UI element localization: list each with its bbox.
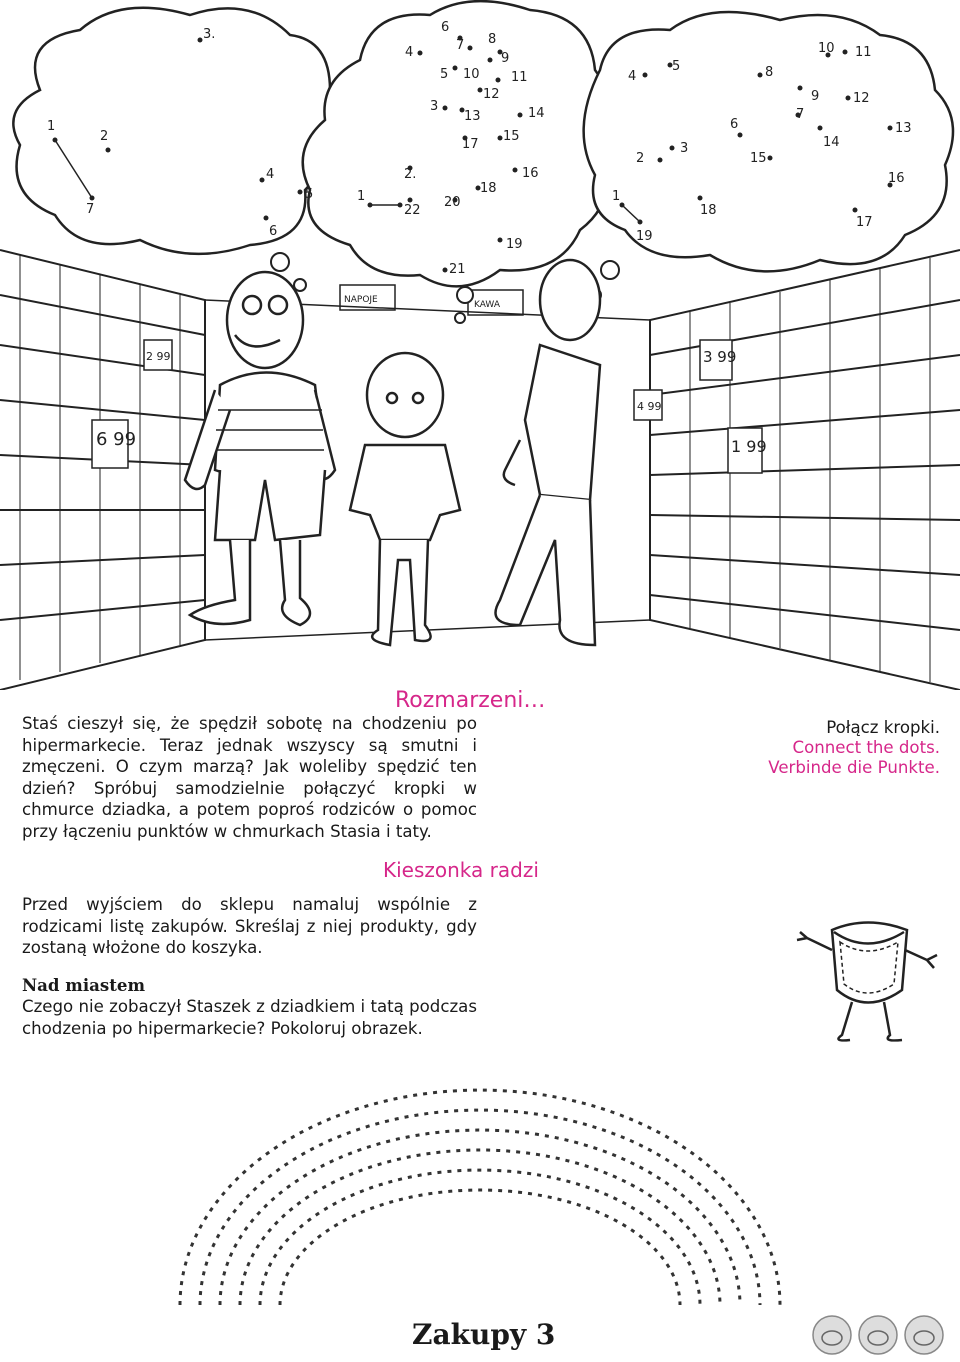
svg-text:9: 9 <box>501 51 510 66</box>
section-heading-nad-miastem: Nad miastem <box>22 975 146 995</box>
instruction-german: Verbinde die Punkte. <box>768 758 940 777</box>
svg-text:6: 6 <box>730 117 739 132</box>
svg-text:11: 11 <box>511 70 528 85</box>
sign-napoje: NAPOJE <box>344 295 378 305</box>
price-tag-4: 4 99 <box>637 400 662 413</box>
svg-text:8: 8 <box>765 65 774 80</box>
svg-text:19: 19 <box>636 229 653 244</box>
svg-text:6: 6 <box>269 224 278 239</box>
price-tag-3: 3 99 <box>703 348 737 366</box>
svg-text:1: 1 <box>612 189 621 204</box>
svg-text:3.: 3. <box>203 27 216 42</box>
svg-text:10: 10 <box>463 67 480 82</box>
svg-text:13: 13 <box>895 121 912 136</box>
intro-paragraph: Staś cieszył się, że spędził sobotę na chodzeniu po hipermarkecie. Teraz jednak wszyscy są smutni i zmęczeni. O czym marzą? Jak woleliby spędzić ten dzień? Spróbuj samodzielnie połączyć kropki w chmurce dziadka, a potem poproś rodziców o pomoc przy łączeniu punktów w chmurkach Stasia i taty. <box>22 714 477 841</box>
svg-text:9: 9 <box>811 89 820 104</box>
svg-text:1: 1 <box>357 189 366 204</box>
svg-text:13: 13 <box>464 109 481 124</box>
svg-text:12: 12 <box>483 87 500 102</box>
father-figure <box>496 260 601 645</box>
grandfather-figure <box>185 272 335 625</box>
section-paragraph-nad-miastem: Czego nie zobaczył Staszek z dziadkiem i tatą podczas chodzenia po hipermarkecie? Pokoloruj obrazek. <box>22 997 477 1038</box>
page-title: Rozmarzeni… <box>395 688 546 713</box>
svg-text:7: 7 <box>456 38 465 53</box>
svg-text:5: 5 <box>440 67 449 82</box>
svg-text:4: 4 <box>266 167 275 182</box>
pocket-mascot-icon <box>792 910 942 1050</box>
left-thought-cloud <box>13 8 334 254</box>
instructions-block <box>700 718 940 778</box>
svg-text:14: 14 <box>823 135 840 150</box>
svg-text:3: 3 <box>680 141 689 156</box>
price-tag-5: 1 99 <box>731 437 767 456</box>
dotted-rainbow <box>160 1070 800 1310</box>
boy-stas-figure <box>350 353 460 645</box>
svg-text:4: 4 <box>405 45 414 60</box>
svg-text:5: 5 <box>305 187 314 202</box>
left-shelves <box>0 250 205 690</box>
svg-text:5: 5 <box>672 59 681 74</box>
svg-text:7: 7 <box>796 107 805 122</box>
svg-text:15: 15 <box>750 151 767 166</box>
svg-text:21: 21 <box>449 262 466 277</box>
svg-text:16: 16 <box>522 166 539 181</box>
svg-text:20: 20 <box>444 195 461 210</box>
svg-text:6: 6 <box>441 20 450 35</box>
instruction-english: Connect the dots. <box>792 738 940 757</box>
svg-text:17: 17 <box>856 215 873 230</box>
svg-text:12: 12 <box>853 91 870 106</box>
footer-title: Zakupy 3 <box>412 1318 556 1351</box>
svg-text:19: 19 <box>506 237 523 252</box>
svg-text:15: 15 <box>503 129 520 144</box>
svg-text:22: 22 <box>404 203 421 218</box>
svg-text:4: 4 <box>628 69 637 84</box>
sign-kawa: KAWA <box>474 300 500 310</box>
svg-text:7: 7 <box>86 202 95 217</box>
svg-text:11: 11 <box>855 45 872 60</box>
svg-text:8: 8 <box>488 32 497 47</box>
svg-text:3: 3 <box>430 99 439 114</box>
tip-heading: Kieszonka radzi <box>383 858 539 882</box>
svg-text:18: 18 <box>480 181 497 196</box>
svg-text:17: 17 <box>462 137 479 152</box>
svg-text:10: 10 <box>818 41 835 56</box>
svg-text:18: 18 <box>700 203 717 218</box>
right-shelves <box>650 250 960 690</box>
instruction-polish: Połącz kropki. <box>826 718 940 737</box>
svg-text:16: 16 <box>888 171 905 186</box>
price-tag-1: 6 99 <box>96 429 137 450</box>
svg-text:2.: 2. <box>404 167 417 182</box>
price-tag-2: 2 99 <box>146 350 171 363</box>
svg-text:14: 14 <box>528 106 545 121</box>
piggy-bank-icons <box>810 1313 950 1357</box>
tip-paragraph: Przed wyjściem do sklepu namaluj wspólnie z rodzicami listę zakupów. Skreślaj z niej produkty, gdy zostaną włożone do koszyka. <box>22 895 477 957</box>
svg-text:2: 2 <box>636 151 645 166</box>
svg-text:2: 2 <box>100 129 109 144</box>
svg-text:1: 1 <box>47 119 56 134</box>
